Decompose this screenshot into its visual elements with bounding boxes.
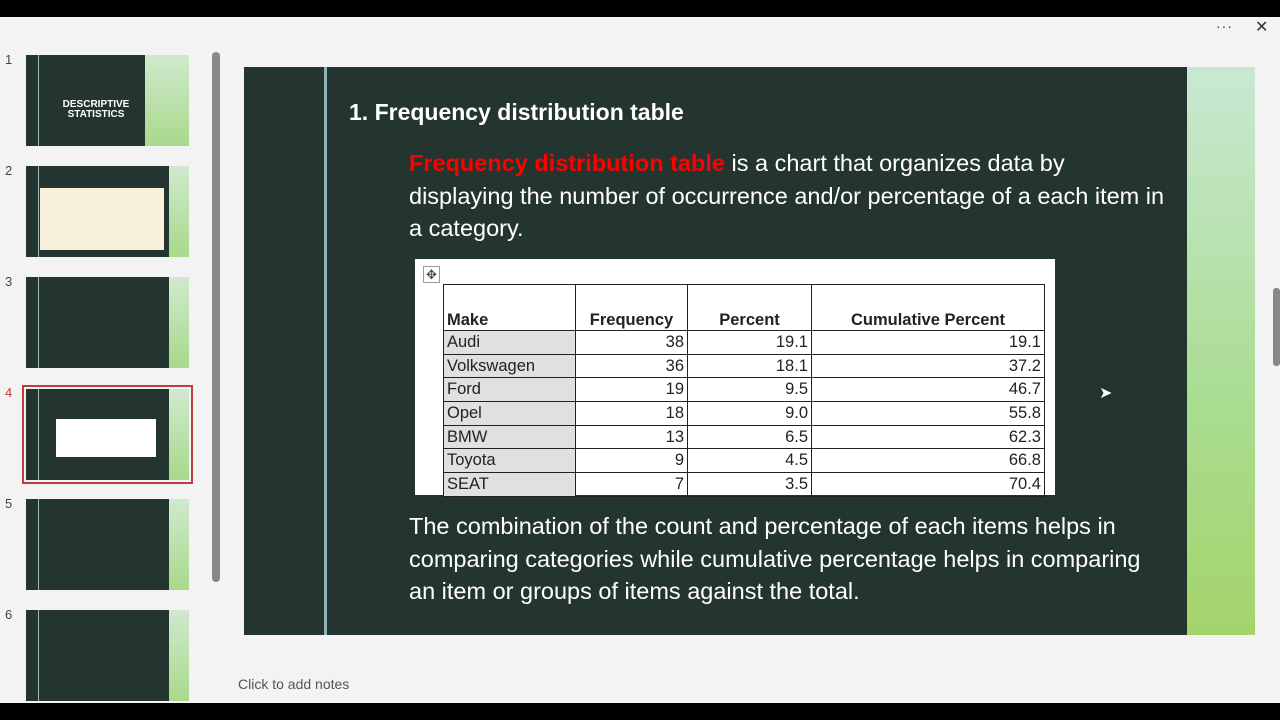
make-cell[interactable]: Toyota [444,449,576,473]
table-move-handle-icon[interactable]: ✥ [423,266,440,283]
value-cell[interactable]: 66.8 [812,449,1045,473]
top-bar [0,0,1280,17]
value-cell[interactable]: 70.4 [812,473,1045,497]
make-cell[interactable]: Opel [444,402,576,426]
slide-thumbnail-6[interactable] [26,610,189,701]
slide-title[interactable]: 1. Frequency distribution table [349,99,684,125]
bottom-bar [0,703,1280,720]
slide-thumbnail-3[interactable] [26,277,189,368]
table-row [444,378,1045,402]
slide-number: 4 [5,385,13,400]
thumbnail-title: DESCRIPTIVE STATISTICS [62,99,130,120]
value-cell[interactable]: 9.5 [688,378,812,402]
column-header: Frequency [576,285,688,331]
mouse-cursor-icon: ➤ [1099,385,1113,402]
value-cell[interactable]: 19.1 [812,331,1045,355]
slide-canvas[interactable] [244,67,1255,635]
close-icon[interactable]: ✕ [1255,19,1269,36]
slide-thumbnail-4[interactable] [26,389,189,480]
make-cell[interactable]: Ford [444,378,576,402]
value-cell[interactable]: 3.5 [688,473,812,497]
slide-green-panel [1187,67,1255,635]
slide-number: 6 [5,607,13,622]
slide-thumbnail-5[interactable] [26,499,189,590]
slide-number: 2 [5,163,13,178]
slide-thumbnail-1[interactable] [26,55,189,146]
value-cell[interactable]: 7 [576,473,688,497]
value-cell[interactable]: 46.7 [812,378,1045,402]
table-row [444,425,1045,449]
value-cell[interactable]: 18 [576,402,688,426]
value-cell[interactable]: 62.3 [812,425,1045,449]
make-cell[interactable]: BMW [444,425,576,449]
thumbnail-scrollbar[interactable] [210,40,221,703]
slide-number: 3 [5,274,13,289]
slide-divider [324,67,327,635]
make-cell[interactable]: Volkswagen [444,354,576,378]
table-row [444,473,1045,497]
slide-number: 1 [5,52,13,67]
table-row [444,402,1045,426]
scrollbar-thumb[interactable] [1273,288,1280,366]
highlighted-term: Frequency distribution table [409,150,725,176]
column-header: Cumulative Percent [812,285,1045,331]
value-cell[interactable]: 9.0 [688,402,812,426]
slide-scrollbar[interactable] [1270,40,1280,650]
value-cell[interactable]: 13 [576,425,688,449]
definition-paragraph[interactable] [409,147,1169,245]
notes-input[interactable]: Click to add notes [238,676,350,692]
value-cell[interactable]: 18.1 [688,354,812,378]
scrollbar-thumb[interactable] [212,52,220,582]
frequency-table[interactable] [443,284,1045,497]
value-cell[interactable]: 6.5 [688,425,812,449]
slide-number: 5 [5,496,13,511]
table-row [444,449,1045,473]
conclusion-paragraph[interactable]: The combination of the count and percentage of each items helps in comparing categories while cumulative percentage helps in comparing an item or groups of items against the total. [409,513,1141,604]
make-cell[interactable]: Audi [444,331,576,355]
make-cell[interactable]: SEAT [444,473,576,497]
column-header: Make [444,285,576,331]
slide-thumbnail-pane [0,40,208,703]
frequency-table-container[interactable] [415,259,1055,495]
table-header-row [444,285,1045,331]
value-cell[interactable]: 9 [576,449,688,473]
table-row [444,331,1045,355]
value-cell[interactable]: 19 [576,378,688,402]
definition-text: is a chart that organizes data by displaying the number of occurrence and/or percentage of a each item in a category. [409,150,1165,241]
value-cell[interactable]: 4.5 [688,449,812,473]
value-cell[interactable]: 19.1 [688,331,812,355]
more-options-icon[interactable]: ··· [1216,18,1233,34]
column-header: Percent [688,285,812,331]
value-cell[interactable]: 55.8 [812,402,1045,426]
value-cell[interactable]: 37.2 [812,354,1045,378]
value-cell[interactable]: 36 [576,354,688,378]
table-row [444,354,1045,378]
value-cell[interactable]: 38 [576,331,688,355]
slide-thumbnail-2[interactable] [26,166,189,257]
